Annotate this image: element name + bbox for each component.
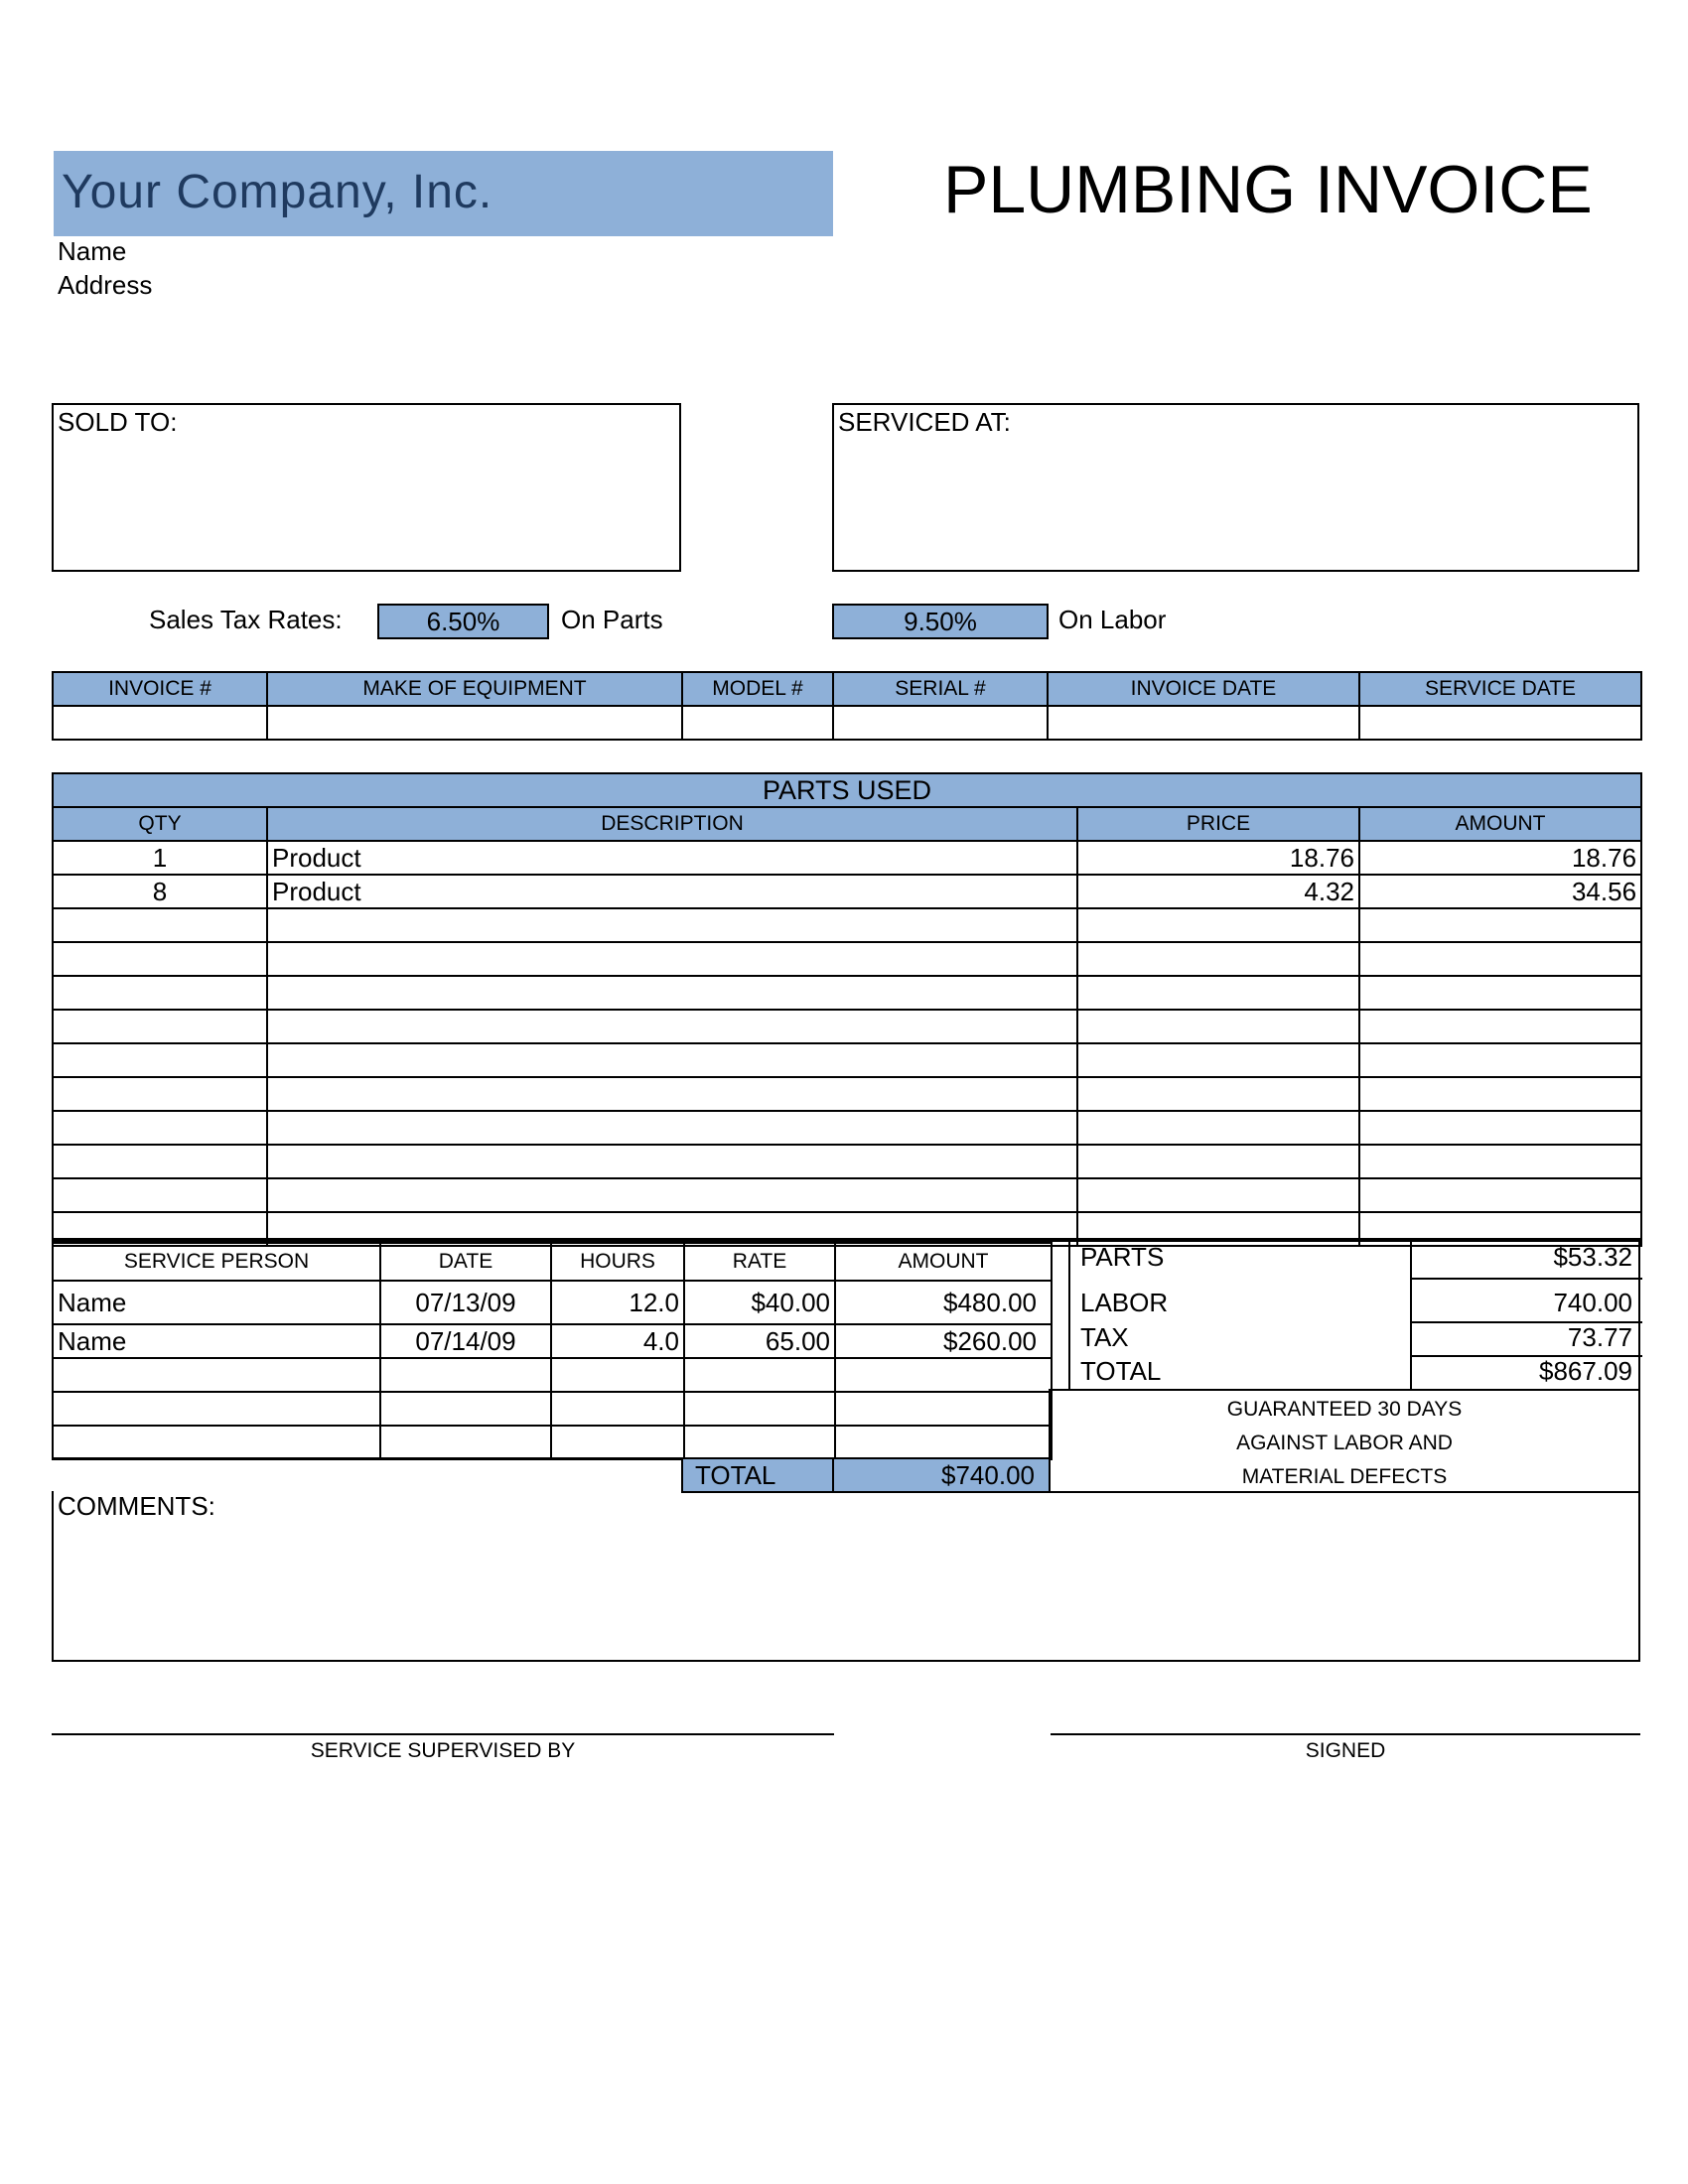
parts-description-cell[interactable]: Product (267, 875, 1077, 908)
service-bottom-rule (52, 1457, 681, 1459)
serial-number-cell[interactable] (833, 706, 1048, 740)
service-person-cell[interactable]: Name (53, 1281, 380, 1324)
hours-header: HOURS (551, 1243, 684, 1281)
parts-price-cell[interactable] (1077, 1111, 1359, 1145)
parts-qty-cell[interactable] (53, 1043, 267, 1077)
parts-description-cell[interactable] (267, 976, 1077, 1010)
summary-parts-value: $53.32 (1553, 1242, 1632, 1272)
parts-row (53, 1043, 1641, 1077)
parts-row (53, 1145, 1641, 1178)
service-hours-cell[interactable] (551, 1358, 684, 1392)
signed-label: SIGNED (1305, 1739, 1386, 1762)
invoice-title: PLUMBING INVOICE (943, 152, 1593, 227)
parts-qty-cell[interactable] (53, 908, 267, 942)
parts-price-cell[interactable] (1077, 942, 1359, 976)
service-date-header: SERVICE DATE (1359, 672, 1641, 706)
invoice-date-header: INVOICE DATE (1048, 672, 1359, 706)
parts-description-cell[interactable] (267, 1145, 1077, 1178)
parts-used-table (52, 772, 1642, 1247)
service-amount-cell[interactable] (835, 1392, 1052, 1426)
service-hours-cell[interactable] (551, 1392, 684, 1426)
parts-row (53, 841, 1641, 875)
supervised-by-line[interactable] (52, 1733, 834, 1735)
serviced-at-box[interactable] (832, 403, 1639, 572)
guarantee-line: MATERIAL DEFECTS (1241, 1465, 1448, 1488)
service-row (53, 1358, 1052, 1392)
parts-row (53, 875, 1641, 908)
parts-amount-cell[interactable] (1359, 976, 1641, 1010)
service-rate-cell[interactable] (684, 1392, 835, 1426)
service-date-cell[interactable] (1359, 706, 1641, 740)
price-header: PRICE (1077, 807, 1359, 841)
summary-total-label: TOTAL (1080, 1356, 1162, 1386)
service-hours-cell[interactable]: 12.0 (551, 1281, 684, 1324)
parts-amount-cell[interactable] (1359, 908, 1641, 942)
invoice-number-cell[interactable] (53, 706, 267, 740)
service-person-cell[interactable] (53, 1358, 380, 1392)
parts-qty-cell[interactable] (53, 1077, 267, 1111)
service-date-cell[interactable] (380, 1392, 551, 1426)
parts-description-cell[interactable] (267, 1178, 1077, 1212)
parts-qty-cell[interactable] (53, 1145, 267, 1178)
service-total-label: TOTAL (681, 1457, 834, 1493)
parts-row (53, 976, 1641, 1010)
on-parts-label: On Parts (561, 605, 663, 634)
service-row (53, 1392, 1052, 1426)
invoice-info-table (52, 671, 1642, 741)
service-row (53, 1281, 1052, 1324)
service-row (53, 1426, 1052, 1459)
summary-panel (1051, 1242, 1640, 1391)
service-rate-cell[interactable] (684, 1358, 835, 1392)
parts-row (53, 1077, 1641, 1111)
parts-description-cell[interactable]: Product (267, 841, 1077, 875)
labor-tax-rate[interactable]: 9.50% (832, 604, 1049, 639)
service-hours-cell[interactable] (551, 1426, 684, 1459)
parts-qty-cell[interactable] (53, 1111, 267, 1145)
supervised-by-label: SERVICE SUPERVISED BY (310, 1739, 576, 1762)
parts-row (53, 942, 1641, 976)
summary-labor-value: 740.00 (1553, 1288, 1632, 1317)
service-hours-cell[interactable]: 4.0 (551, 1324, 684, 1358)
comments-label: COMMENTS: (58, 1491, 215, 1521)
guarantee-line: AGAINST LABOR AND (1236, 1432, 1453, 1454)
description-header: DESCRIPTION (267, 807, 1077, 841)
company-address-line: Address (58, 270, 153, 300)
parts-amount-cell[interactable] (1359, 942, 1641, 976)
parts-qty-cell[interactable]: 8 (53, 875, 267, 908)
parts-description-cell[interactable] (267, 942, 1077, 976)
parts-amount-cell[interactable] (1359, 1077, 1641, 1111)
summary-tax-label: TAX (1080, 1322, 1129, 1352)
service-person-header: SERVICE PERSON (53, 1243, 380, 1281)
sold-to-box[interactable] (52, 403, 681, 572)
guarantee-line: GUARANTEED 30 DAYS (1226, 1398, 1463, 1421)
service-amount-header: AMOUNT (835, 1243, 1052, 1281)
date-header: DATE (380, 1243, 551, 1281)
service-date-cell[interactable]: 07/13/09 (380, 1281, 551, 1324)
service-amount-cell[interactable] (835, 1426, 1052, 1459)
summary-parts-label: PARTS (1080, 1242, 1165, 1272)
sold-to-label: SOLD TO: (58, 407, 178, 437)
model-number-header: MODEL # (682, 672, 833, 706)
service-date-cell[interactable] (380, 1426, 551, 1459)
parts-row (53, 1111, 1641, 1145)
make-of-equipment-header: MAKE OF EQUIPMENT (267, 672, 682, 706)
parts-row (53, 1010, 1641, 1043)
parts-amount-cell[interactable]: 18.76 (1359, 841, 1641, 875)
parts-qty-cell[interactable] (53, 942, 267, 976)
signed-line[interactable] (1051, 1733, 1640, 1735)
parts-used-title: PARTS USED (53, 773, 1641, 807)
make-of-equipment-cell[interactable] (267, 706, 682, 740)
parts-amount-cell[interactable] (1359, 1043, 1641, 1077)
parts-tax-rate[interactable]: 6.50% (377, 604, 549, 639)
company-name-line: Name (58, 236, 127, 266)
service-table (52, 1242, 1053, 1460)
parts-row (53, 1178, 1641, 1212)
summary-labor-label: LABOR (1080, 1288, 1169, 1317)
service-amount-cell[interactable]: $260.00 (835, 1324, 1052, 1358)
service-person-cell[interactable] (53, 1392, 380, 1426)
amount-header: AMOUNT (1359, 807, 1641, 841)
parts-qty-cell[interactable] (53, 1178, 267, 1212)
service-person-cell[interactable] (53, 1426, 380, 1459)
parts-qty-cell[interactable] (53, 976, 267, 1010)
service-amount-cell[interactable] (835, 1358, 1052, 1392)
company-name: Your Company, Inc. (54, 151, 833, 236)
tax-rates-label: Sales Tax Rates: (149, 605, 343, 634)
serial-number-header: SERIAL # (833, 672, 1048, 706)
parts-row (53, 908, 1641, 942)
parts-price-cell[interactable] (1077, 1145, 1359, 1178)
parts-price-cell[interactable]: 4.32 (1077, 875, 1359, 908)
service-total-value: $740.00 (832, 1457, 1051, 1493)
service-date-cell[interactable] (380, 1358, 551, 1392)
serviced-at-label: SERVICED AT: (838, 407, 1011, 437)
rate-header: RATE (684, 1243, 835, 1281)
qty-header: QTY (53, 807, 267, 841)
invoice-date-cell[interactable] (1048, 706, 1359, 740)
parts-description-cell[interactable] (267, 908, 1077, 942)
parts-price-cell[interactable] (1077, 908, 1359, 942)
parts-price-cell[interactable] (1077, 1043, 1359, 1077)
parts-description-cell[interactable] (267, 1043, 1077, 1077)
parts-description-cell[interactable] (267, 1111, 1077, 1145)
parts-description-cell[interactable] (267, 1010, 1077, 1043)
on-labor-label: On Labor (1058, 605, 1167, 634)
guarantee-box (1049, 1389, 1640, 1493)
parts-price-cell[interactable] (1077, 1178, 1359, 1212)
invoice-number-header: INVOICE # (53, 672, 267, 706)
parts-amount-cell[interactable] (1359, 1145, 1641, 1178)
parts-qty-cell[interactable]: 1 (53, 841, 267, 875)
service-amount-cell[interactable]: $480.00 (835, 1281, 1052, 1324)
parts-amount-cell[interactable]: 34.56 (1359, 875, 1641, 908)
service-date-cell[interactable]: 07/14/09 (380, 1324, 551, 1358)
parts-qty-cell[interactable] (53, 1010, 267, 1043)
service-person-cell[interactable]: Name (53, 1324, 380, 1358)
model-number-cell[interactable] (682, 706, 833, 740)
parts-price-cell[interactable] (1077, 1010, 1359, 1043)
service-rate-cell[interactable]: 65.00 (684, 1324, 835, 1358)
parts-amount-cell[interactable] (1359, 1010, 1641, 1043)
comments-box[interactable] (52, 1491, 1640, 1662)
service-row (53, 1324, 1052, 1358)
parts-price-cell[interactable]: 18.76 (1077, 841, 1359, 875)
parts-price-cell[interactable] (1077, 976, 1359, 1010)
summary-tax-value: 73.77 (1567, 1322, 1632, 1352)
summary-total-value: $867.09 (1539, 1356, 1632, 1386)
parts-amount-cell[interactable] (1359, 1111, 1641, 1145)
parts-amount-cell[interactable] (1359, 1178, 1641, 1212)
parts-price-cell[interactable] (1077, 1077, 1359, 1111)
service-rate-cell[interactable]: $40.00 (684, 1281, 835, 1324)
service-rate-cell[interactable] (684, 1426, 835, 1459)
summary-rule (1412, 1278, 1642, 1280)
parts-description-cell[interactable] (267, 1077, 1077, 1111)
